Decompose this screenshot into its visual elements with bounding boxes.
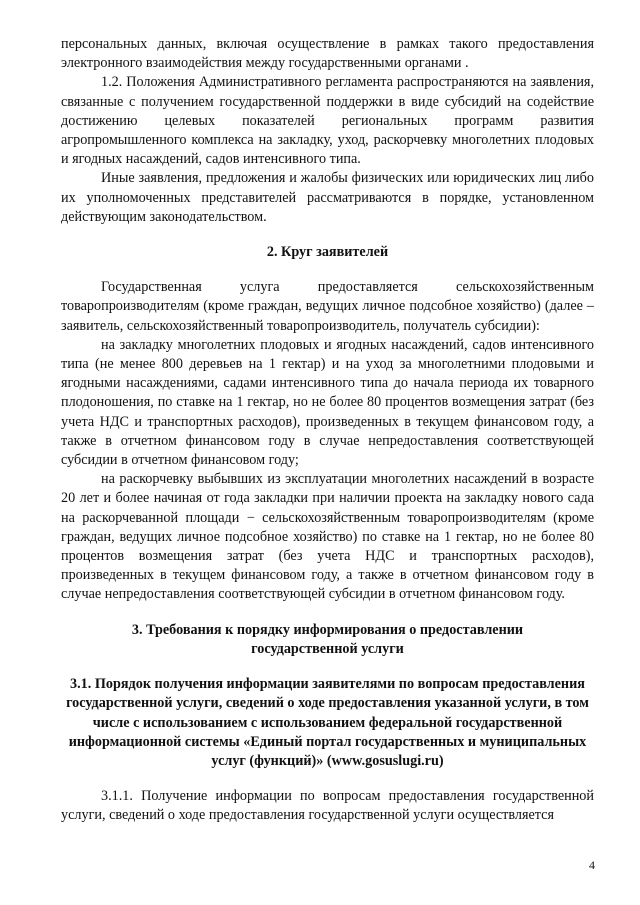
paragraph-uprooting: на раскорчевку выбывших из эксплуатации многолетних насаждений в возрасте 20 лет и более начиная от года закладки при наличии проекта на закладку нового сада на раскорчеванной площади − сельскохозяйственным товаропроизводителям (кроме граждан, ведущих личное подсобное хозяйство) по ставке на 1 гектар, но не более 80 процентов возмещения затрат (без учета НДС и транспортных расходов), произведенных в текущем финансовом году, а также в отчетном финансовом году в случае непредоставления соответствующей субсидии в отчетном финансовом году. (61, 471, 594, 603)
paragraph-continuation: персональных данных, включая осуществление в рамках такого предоставления электронного взаимодействия между государственными органами . (61, 36, 594, 72)
paragraph-other-applications: Иные заявления, предложения и жалобы физических или юридических лиц либо их уполномоченных представителей рассматриваются в порядке, установленном действующим законодательством. (61, 170, 594, 225)
paragraph-applicants: Государственная услуга предоставляется сельскохозяйственным товаропроизводителям (кроме граждан, ведущих личное подсобное хозяйство) (далее – заявитель, сельскохозяйственный товаропроизводитель, получатель субсидии): (61, 279, 594, 334)
section-3-1-heading: 3.1. Порядок получения информации заявителями по вопросам предоставления государственной услуги, сведений о ходе предоставления указанной услуги, в том числе с использованием с использованием федеральной государственной информационной системы «Единый портал государственных и муниципальных услуг (функций)» (www.gosuslugi.ru) (66, 676, 589, 769)
paragraph-1-2: 1.2. Положения Административного регламента распространяются на заявления, связанные с получением государственной поддержки в виде субсидий на содействие достижению целевых показателей региональных программ развития агропромышленного комплекса на закладку, уход, раскорчевку многолетних плодовых и ягодных насаждений, садов интенсивного типа. (61, 74, 594, 168)
paragraph-planting: на закладку многолетних плодовых и ягодных насаждений, садов интенсивного типа (не менее 800 деревьев на 1 гектар) и на уход за многолетними плодовыми и ягодными насаждениями, садами интенсивного типа до начала периода их товарного плодоношения, по ставке на 1 гектар, но не более 80 процентов возмещения затрат (без учета НДС и транспортных расходов), произведенных в текущем финансовом году, а также в отчетном финансовом году в случае непредоставления соответствующей субсидии в отчетном финансовом году; (61, 336, 594, 469)
section-3-heading-line1: 3. Требования к порядку информирования о предоставлении (131, 621, 524, 638)
section-3-heading-line2: государственной услуги (251, 640, 404, 657)
page-number: 4 (589, 858, 595, 872)
document-page (61, 35, 594, 826)
section-2-heading: 2. Круг заявителей (266, 244, 389, 261)
paragraph-3-1-1: 3.1.1. Получение информации по вопросам предоставления государственной услуги, сведений о ходе предоставления государственной услуги осуществляется (61, 788, 594, 824)
